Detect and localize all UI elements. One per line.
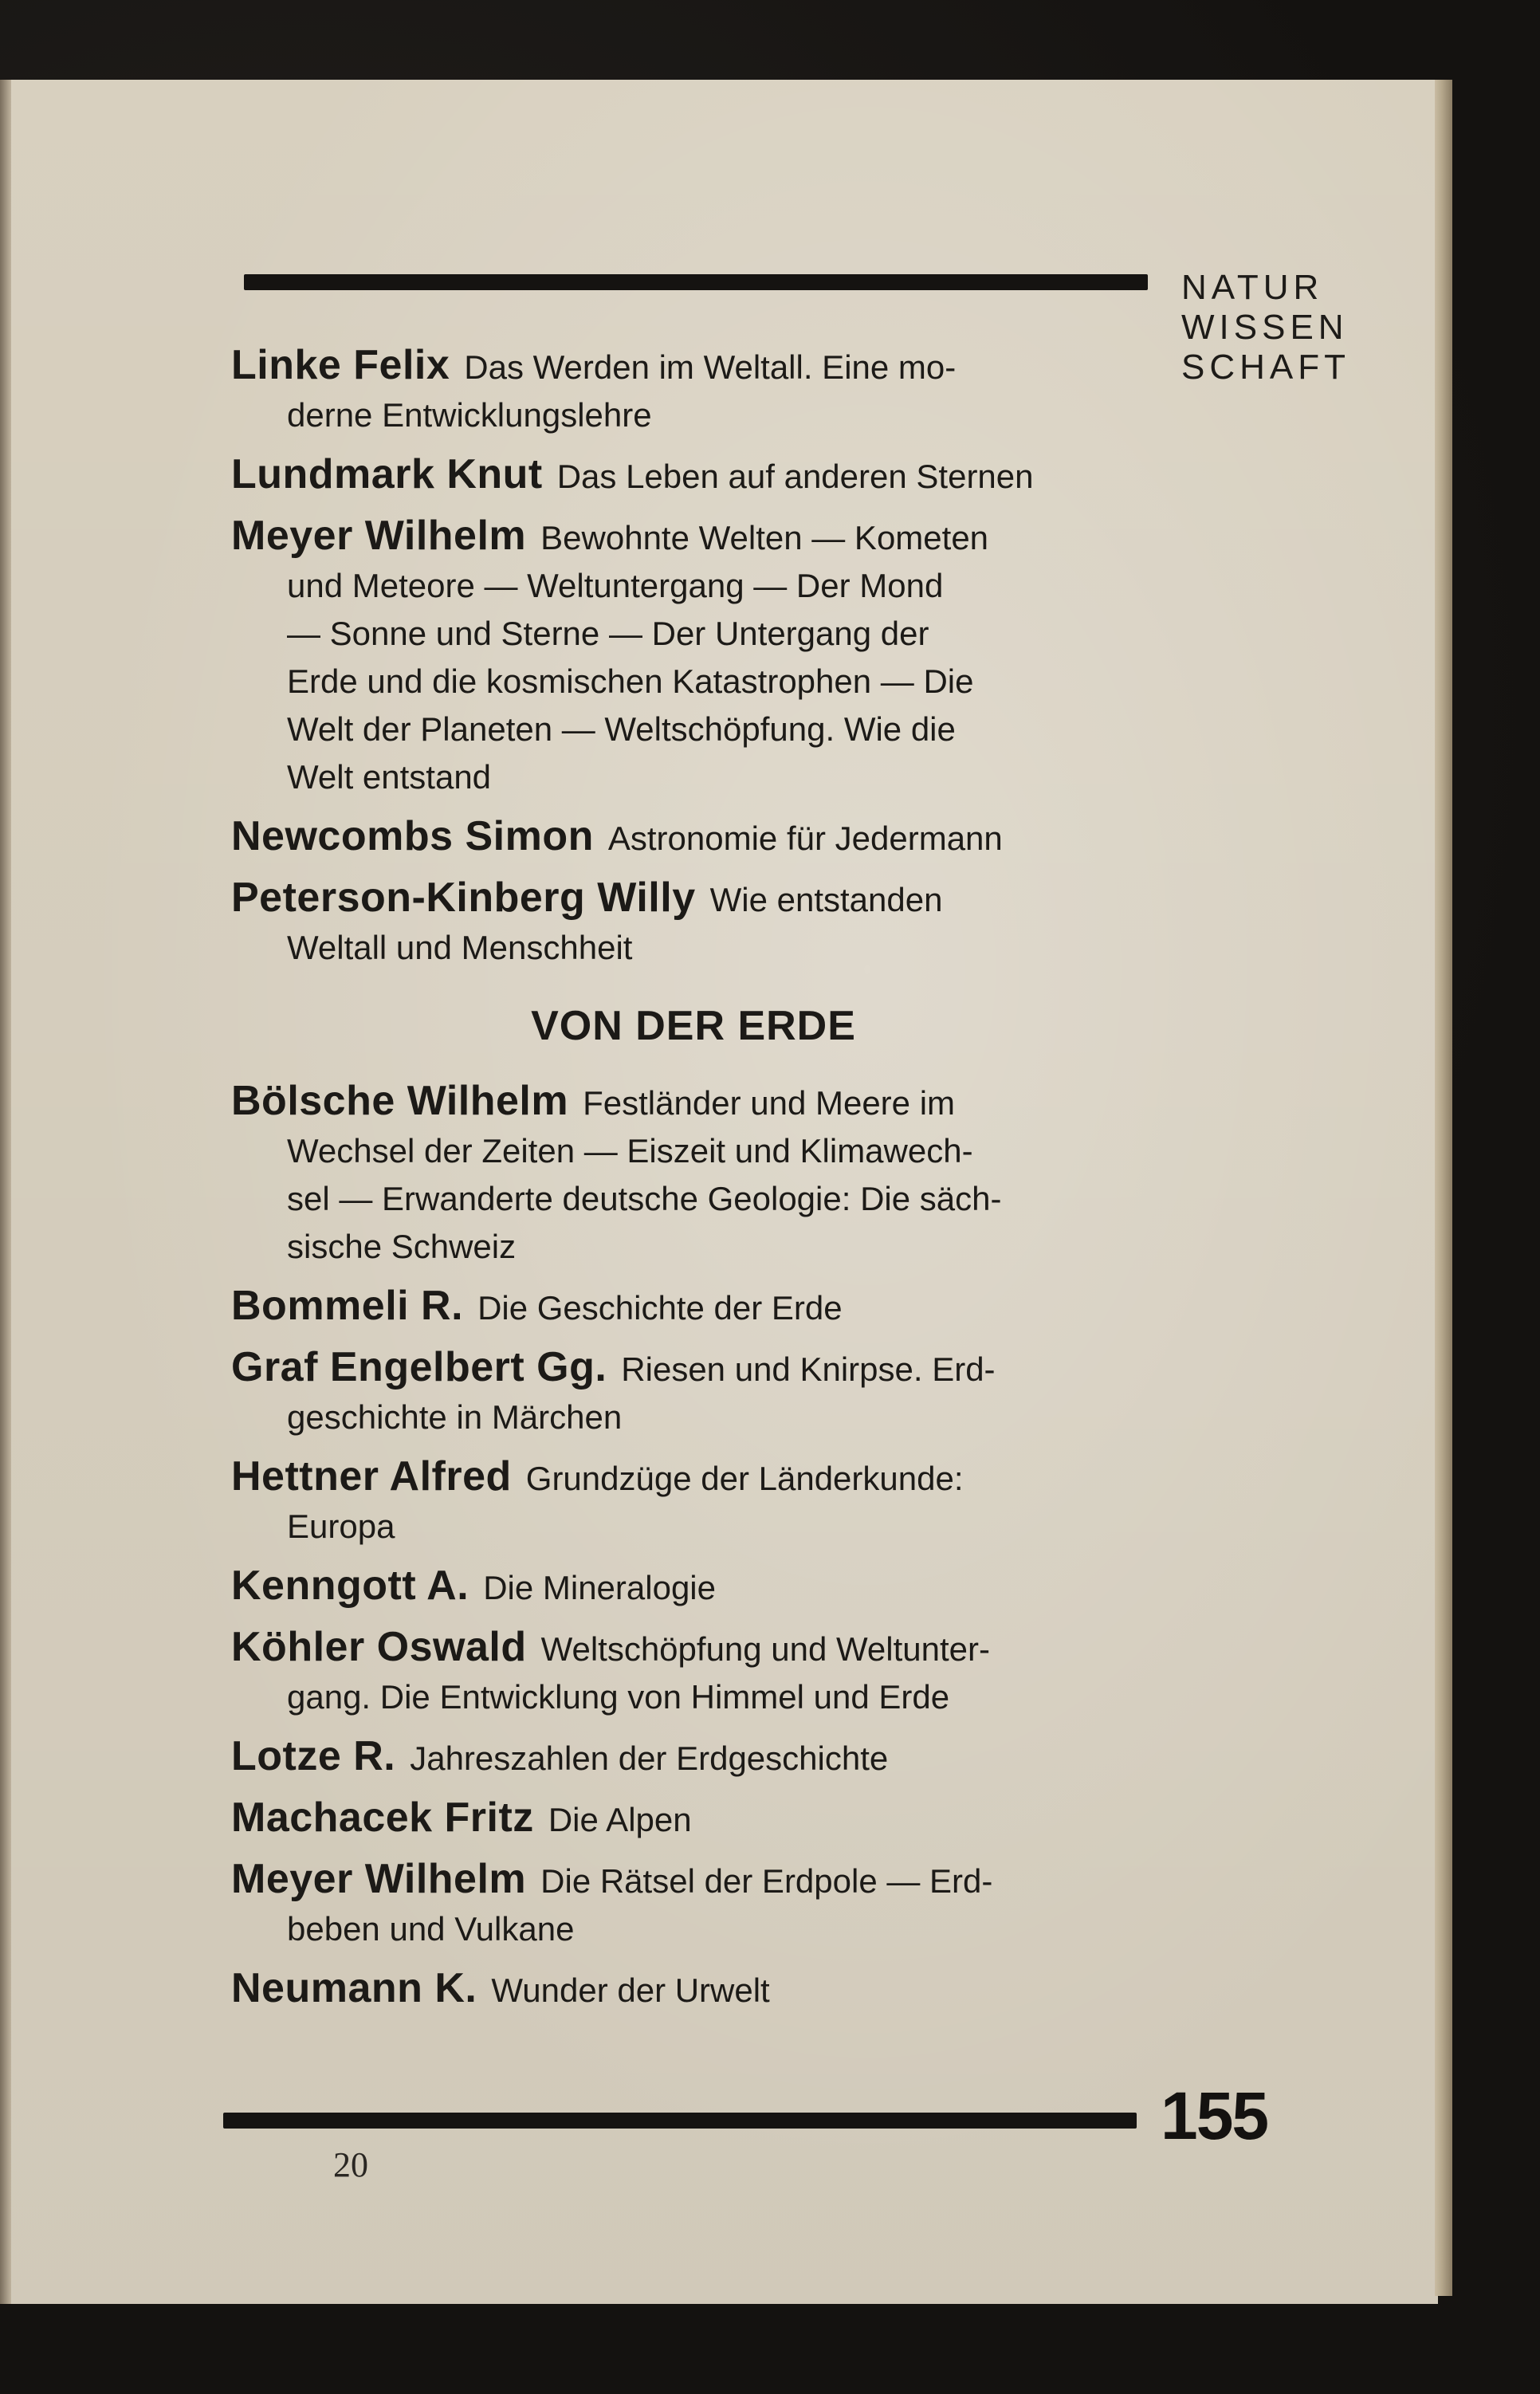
bibliography-entry (231, 1794, 1156, 1844)
bibliography-entry (231, 1732, 1156, 1783)
bibliography-entry (231, 512, 1156, 801)
bottom-rule (223, 2113, 1137, 2129)
entry-author: Newcombs Simon (231, 813, 594, 859)
section-heading: VON DER ERDE (531, 1003, 856, 1049)
section-side-label (1181, 268, 1381, 387)
entry-title: Das Leben auf anderen Sternen (556, 458, 1034, 495)
entries-earth (231, 1077, 1156, 2015)
entry-title: Die Rätsel der Erdpole — Erd- (540, 1862, 993, 1900)
entry-author: Linke Felix (231, 342, 450, 388)
entry-title: Wie entstanden (709, 881, 943, 918)
bibliography-entry (231, 450, 1156, 501)
entries-astronomy (231, 341, 1156, 972)
entry-title: Das Werden im Weltall. Eine mo- (464, 348, 957, 386)
bibliography-list (231, 341, 1156, 2026)
entry-author: Meyer Wilhelm (231, 1856, 527, 1902)
entry-title-continued: und Meteore — Weltuntergang — Der Mond (287, 567, 944, 604)
bibliography-entry (231, 1343, 1156, 1441)
entry-title-continued: sel — Erwanderte deutsche Geologie: Die säch- (287, 1180, 1002, 1217)
bibliography-entry (231, 1964, 1156, 2015)
entry-title-continued: derne Entwicklungslehre (287, 396, 652, 434)
entry-title-continued: Wechsel der Zeiten — Eiszeit und Klimawech- (287, 1132, 973, 1169)
bibliography-entry (231, 341, 1156, 439)
bibliography-entry (231, 1855, 1156, 1953)
bibliography-entry (231, 812, 1156, 863)
entry-author: Lotze R. (231, 1733, 396, 1779)
bibliography-entry (231, 874, 1156, 972)
entry-title-continued: Weltall und Menschheit (287, 929, 633, 966)
side-label-line: WISSEN (1181, 308, 1349, 347)
left-page-edge (0, 80, 11, 2304)
entry-title: Riesen und Knirpse. Erd- (621, 1350, 996, 1388)
entry-title-continued: geschichte in Märchen (287, 1398, 623, 1436)
signature-number: 20 (333, 2145, 368, 2184)
entry-title: Bewohnte Welten — Kometen (540, 519, 989, 556)
entry-title: Die Alpen (548, 1801, 692, 1838)
entry-author: Meyer Wilhelm (231, 513, 527, 559)
bibliography-entry (231, 1562, 1156, 1612)
entry-title-continued: — Sonne und Sterne — Der Untergang der (287, 615, 929, 652)
entry-title-continued: Europa (287, 1508, 395, 1545)
side-label-line: SCHAFT (1181, 348, 1350, 387)
bibliography-entry (231, 1282, 1156, 1332)
entry-author: Machacek Fritz (231, 1795, 534, 1841)
entry-title-continued: Welt der Planeten — Weltschöpfung. Wie die (287, 710, 956, 748)
entry-title: Die Geschichte der Erde (477, 1289, 843, 1327)
entry-author: Kenngott A. (231, 1563, 469, 1609)
entry-author: Bölsche Wilhelm (231, 1078, 569, 1124)
entry-title: Jahreszahlen der Erdgeschichte (410, 1739, 889, 1777)
entry-title: Die Mineralogie (483, 1569, 716, 1606)
entry-title-continued: gang. Die Entwicklung von Himmel und Erde (287, 1678, 950, 1716)
top-rule (244, 274, 1148, 290)
entry-author: Peterson-Kinberg Willy (231, 875, 696, 921)
entry-author: Lundmark Knut (231, 451, 543, 497)
entry-author: Hettner Alfred (231, 1453, 512, 1500)
entry-title: Weltschöpfung und Weltunter- (540, 1630, 991, 1668)
entry-title: Wunder der Urwelt (491, 1971, 770, 2009)
page-number: 155 (1161, 2078, 1268, 2153)
entry-title: Grundzüge der Länderkunde: (525, 1460, 964, 1497)
side-label-line: NATUR (1181, 268, 1324, 307)
entry-title: Festländer und Meere im (583, 1084, 956, 1122)
bibliography-entry (231, 1077, 1156, 1271)
right-page-edge (1435, 80, 1452, 2296)
entry-title-continued: Erde und die kosmischen Katastrophen — Die (287, 662, 974, 700)
entry-author: Bommeli R. (231, 1283, 464, 1329)
entry-title-continued: Welt entstand (287, 758, 492, 796)
entry-author: Köhler Oswald (231, 1624, 527, 1670)
entry-title: Astronomie für Jedermann (607, 820, 1003, 857)
bibliography-entry (231, 1453, 1156, 1551)
entry-author: Neumann K. (231, 1965, 477, 2011)
entry-title-continued: sische Schweiz (287, 1228, 517, 1265)
entry-author: Graf Engelbert Gg. (231, 1344, 607, 1390)
entry-title-continued: beben und Vulkane (287, 1910, 575, 1948)
bibliography-entry (231, 1623, 1156, 1721)
